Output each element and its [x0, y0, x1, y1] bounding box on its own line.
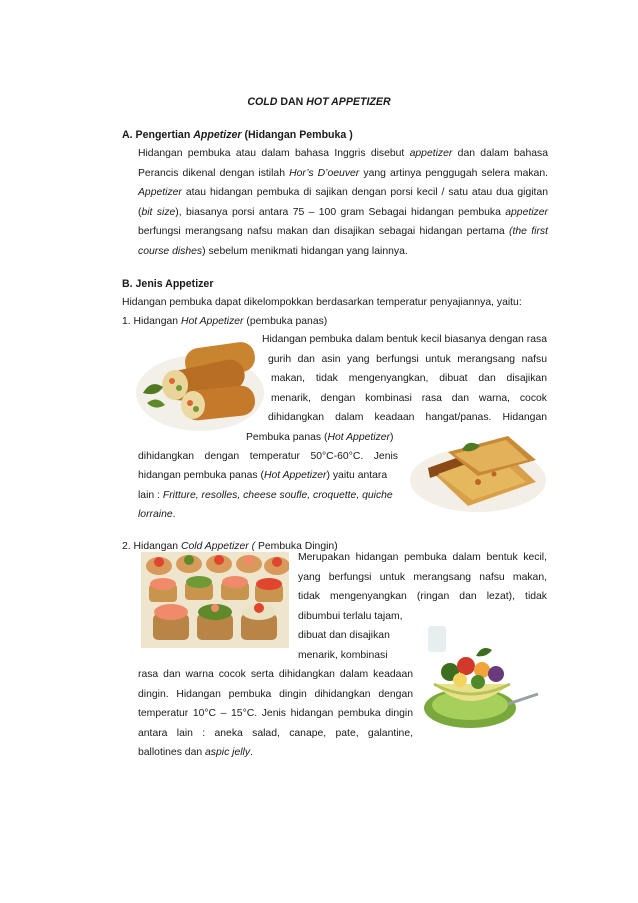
hot-line-3: makan, tidak mengenyangkan, dibuat dan disajikan — [271, 373, 547, 384]
cold-line-8: dingin. Hidangan pembuka dingin dihidangkan dengan — [138, 689, 413, 700]
section-a-heading: A. Pengertian Appetizer (Hidangan Pembuka ) — [122, 129, 353, 141]
roll-2-filling — [162, 370, 188, 400]
hot-line-4: menarik, dengan kombinasi rasa dan warna, cocok — [271, 393, 547, 404]
cold-line-1: Merupakan hidangan pembuka dalam bentuk kecil, — [298, 552, 547, 563]
cold-line-11: ballotines dan aspic jelly. — [138, 747, 253, 758]
canape-image — [141, 552, 289, 648]
canape-illustration — [141, 552, 289, 648]
page-title: COLD DAN HOT APPETIZER — [247, 96, 391, 108]
hot-line-2: gurih dan asin yang berfungsi untuk merangsang nafsu — [268, 354, 547, 365]
cold-line-4: dibumbui terlalu tajam, — [298, 611, 403, 622]
section-a-line-5: berfungsi merangsang nafsu makan dan disajikan sebagai hidangan pertama (the first — [138, 226, 549, 237]
quiche-illustration — [408, 422, 548, 514]
hot-line-9: lain : Fritture, resolles, cheese soufle, croquette, quiche — [138, 490, 393, 501]
hot-line-7: dihidangkan dengan temperatur 50°C-60°C. Jenis — [138, 451, 398, 462]
hot-appetizer-heading: 1. Hidangan Hot Appetizer (pembuka panas) — [122, 316, 328, 327]
roll-3-filling — [181, 391, 205, 419]
hot-line-1: Hidangan pembuka dalam bentuk kecil biasanya dengan rasa — [262, 334, 547, 345]
cold-appetizer-heading: 2. Hidangan Cold Appetizer ( Pembuka Dingin) — [122, 541, 338, 552]
section-b-intro: Hidangan pembuka dapat dikelompokkan berdasarkan temperatur penyajiannya, yaitu: — [122, 297, 522, 308]
spring-rolls-image — [135, 333, 265, 433]
section-a-line-4: (bit size), biasanya porsi antara 75 – 100 gram Sebagai hidangan pembuka appetizer — [138, 207, 548, 218]
fruit-salad-illustration — [420, 608, 546, 732]
section-b-heading: B. Jenis Appetizer — [122, 278, 214, 290]
section-a-line-1: Hidangan pembuka atau dalam bahasa Inggris disebut appetizer dan dalam bahasa — [138, 148, 548, 159]
cold-line-7: rasa dan warna cocok serta dihidangkan dalam keadaan — [138, 669, 413, 680]
section-a-line-2: Perancis dikenal dengan istilah Hor’s D’oeuver yang artinya penggugah selera makan. — [138, 168, 548, 179]
hot-line-8: hidangan pembuka panas (Hot Appetizer) yaitu antara — [138, 470, 388, 481]
cold-line-5: dibuat dan disajikan — [298, 630, 390, 641]
glass — [428, 626, 446, 652]
section-a-line-6: course dishes) sebelum menikmati hidangan yang lainnya. — [138, 246, 408, 257]
hot-line-6: Pembuka panas (Hot Appetizer) — [246, 432, 394, 443]
fruit-salad-image — [420, 608, 546, 732]
spring-rolls-illustration — [135, 333, 265, 433]
quiche-image — [408, 422, 548, 514]
cold-line-9: temperatur 10°C – 15°C. Jenis hidangan pembuka dingin — [138, 708, 413, 719]
cold-line-3: tidak mengenyangkan (ringan dan lezat), tidak — [298, 591, 547, 602]
cold-line-2: yang berfungsi untuk merangsang nafsu makan, — [298, 572, 547, 583]
cold-line-10: antara lain : aneka salad, canape, pate, galantine, — [138, 728, 413, 739]
section-a-line-3: Appetizer atau hidangan pembuka di sajikan dengan porsi kecil / satu atau dua gigitan — [138, 187, 548, 198]
hot-line-5: dihidangkan dalam keadaan hangat/panas. Hidangan — [268, 412, 547, 423]
canape-row-front — [153, 603, 277, 640]
cold-line-6: menarik, kombinasi — [298, 650, 388, 661]
hot-line-10: lorraine. — [138, 509, 176, 520]
